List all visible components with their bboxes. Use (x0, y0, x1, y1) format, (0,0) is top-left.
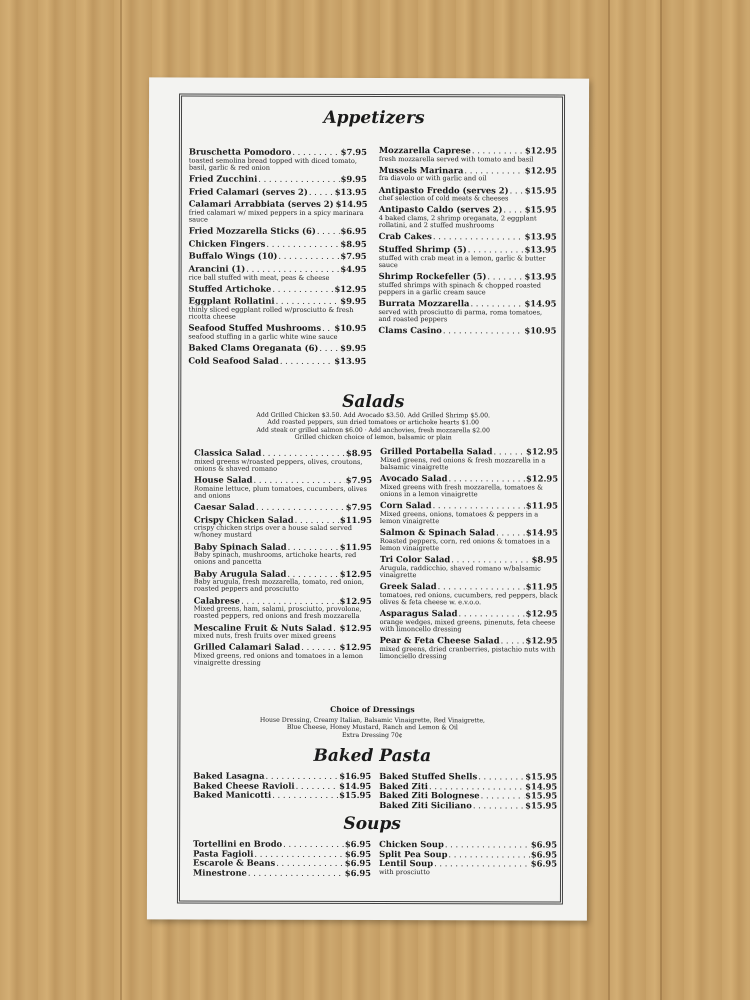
menu-item (188, 344, 366, 354)
menu-item (378, 326, 556, 336)
salads-right-column (380, 447, 559, 663)
menu-item-price: $11.95 (339, 541, 372, 552)
menu-item (194, 542, 372, 566)
baked-pasta-left-column (193, 772, 371, 801)
menu-item-name: Corn Salad (379, 500, 432, 511)
menu-item-name: Baked Ziti Bolognese (379, 790, 480, 801)
menu-item-price: $16.95 (339, 770, 372, 782)
menu-item-name: Seafood Stuffed Mushrooms (188, 322, 322, 334)
menu-item-name: Pasta Fagioli (193, 848, 254, 859)
menu-item-price: $11.95 (525, 500, 558, 511)
dressings-title: Choice of Dressings (330, 704, 415, 715)
menu-item-name: Fried Zucchini (188, 173, 258, 184)
dressings-list (187, 717, 557, 740)
menu-item-description: Mixed greens, red onions & fresh mozzarella in a balsamic vinaigrette (380, 455, 546, 472)
dressing-line: Extra Dressing 70¢ (341, 731, 403, 739)
menu-item-description: Arugula, raddicchio, shaved romano w/balsamic vinaigrette (379, 563, 541, 579)
appetizers-right-column (378, 146, 557, 339)
menu-item-price: $12.95 (524, 145, 557, 156)
menu-item-name: Baked Stuffed Shells (379, 771, 478, 782)
menu-item (189, 187, 367, 197)
soups-left-column (193, 840, 371, 879)
menu-item (189, 264, 367, 281)
menu-item-price: $11.95 (525, 581, 558, 592)
menu-item-description: stuffed with crab meat in a lemon, garlic & butter sauce (378, 253, 546, 269)
salad-note-line: Add Grilled Chicken $3.50. Add Avocado $3.50. Add Grilled Shrimp $5.00. (256, 411, 491, 420)
dot-leader (433, 233, 524, 243)
menu-item-name: Buffalo Wings (10) (188, 250, 278, 262)
menu-item-name: Baked Manicotti (193, 789, 272, 800)
menu-item (194, 596, 372, 620)
menu-item-price: $6.95 (344, 848, 372, 859)
menu-item (379, 186, 557, 203)
menu-item (379, 272, 557, 296)
menu-item-name: Stuffed Shrimp (5) (378, 244, 467, 255)
menu-item-price: $6.95 (530, 858, 558, 869)
menu-item-name: Split Pea Soup (379, 848, 448, 859)
dot-leader (481, 791, 525, 801)
menu-item-price: $13.95 (334, 355, 367, 366)
menu-item-price: $15.95 (525, 800, 558, 811)
menu-item-price: $10.95 (524, 325, 557, 336)
menu-item-name: Baked Cheese Ravioli (193, 780, 295, 791)
menu-item-price: $12.95 (525, 635, 558, 646)
menu-item (189, 227, 367, 237)
menu-item-price: $13.95 (524, 271, 557, 282)
dot-leader (510, 186, 524, 196)
menu-item-name: Mussels Marinara (378, 164, 464, 176)
menu-item-name: Tri Color Salad (379, 554, 451, 565)
menu-item-name: Mozzarella Caprese (378, 145, 471, 156)
menu-item-price: $11.95 (339, 514, 372, 525)
menu-item-price: $9.95 (340, 173, 367, 184)
dot-leader (317, 227, 340, 237)
menu-item (380, 636, 558, 660)
dot-leader (445, 840, 530, 850)
menu-item-price: $12.95 (339, 595, 372, 606)
menu-item-price: $12.95 (524, 165, 557, 176)
menu-item-description: stuffed shrimps with spinach & chopped roasted peppers in a garlic cream sauce (378, 280, 542, 297)
menu-item-name: House Salad (194, 474, 253, 485)
dot-leader (296, 781, 339, 791)
menu-item-name: Calamari Arrabbiata (serves 2) (188, 198, 334, 210)
menu-item (188, 356, 366, 366)
dot-leader (280, 357, 333, 367)
menu-item (378, 299, 556, 323)
menu-item-line (378, 326, 556, 336)
menu-item (194, 449, 372, 473)
menu-item-price: $14.95 (339, 780, 372, 791)
menu-item-price: $7.95 (345, 474, 373, 486)
salad-note-line: Add roasted peppers, sun dried tomatoes or artichoke hearts $1.00 (267, 419, 480, 427)
menu-item-price: $14.95 (524, 298, 557, 309)
menu-item (188, 297, 366, 321)
menu-item-price: $7.95 (340, 146, 367, 157)
menu-item-price: $14.95 (525, 781, 558, 792)
baked-pasta-right-column (379, 772, 557, 811)
menu-item-name: Baked Ziti Siciliano (379, 799, 472, 811)
salads-title: Salads (342, 391, 405, 413)
menu-item-name: Antipasto Caldo (serves 2) (378, 204, 503, 215)
menu-item-line (379, 801, 557, 811)
menu-item (194, 503, 372, 513)
menu-item-name: Arancini (1) (188, 263, 246, 274)
menu-item-description: Mixed greens, red onions and tomatoes in a lemon vinaigrette dressing (193, 651, 364, 667)
menu-item (379, 859, 557, 876)
menu-item-description: mixed greens w/roasted peppers, olives, croutons, onions & shaved romano (194, 457, 363, 473)
menu-item-price: $15.95 (339, 790, 372, 801)
menu-item (380, 528, 558, 552)
menu-item-price: $12.95 (525, 473, 559, 484)
menu-item-name: Baby Spinach Salad (193, 541, 287, 552)
dot-leader (272, 285, 333, 295)
dot-leader (309, 187, 334, 197)
menu-item (379, 232, 557, 242)
menu-item (380, 447, 558, 471)
menu-item (194, 515, 372, 539)
menu-item-price: $14.95 (525, 527, 558, 538)
menu-item-name: Baby Arugula Salad (193, 568, 287, 579)
menu-item-line (189, 227, 367, 237)
soups-title: Soups (343, 813, 401, 835)
menu-item-name: Mescaline Fruit & Nuts Salad (193, 622, 333, 633)
menu-item-description: 4 baked clams, 2 shrimp oreganata, 2 eggplant rollatini, and 2 stuffed mushrooms (378, 214, 537, 230)
menu-item-price: $15.95 (524, 185, 557, 196)
menu-item-name: Shrimp Rockefeller (5) (378, 271, 487, 282)
menu-item-name: Cold Seafood Salad (188, 355, 279, 366)
appetizers-title: Appetizers (323, 107, 425, 129)
menu-item-price: $12.95 (339, 568, 372, 579)
menu-item-price: $6.95 (530, 839, 558, 850)
menu-item-line (189, 284, 367, 294)
menu-item (380, 609, 558, 633)
dot-leader (276, 859, 344, 869)
menu-item-line (189, 175, 367, 185)
menu-item-description: Roasted peppers, corn, red onions & tomatoes in a lemon vinaigrette (379, 536, 551, 552)
menu-item-name: Baked Clams Oreganata (6) (188, 342, 319, 354)
menu-item (194, 476, 372, 500)
menu-item-description: seafood stuffing in a garlic white wine sauce (188, 332, 338, 341)
dot-leader (256, 503, 345, 513)
menu-item-description: rice ball stuffed with meat, peas & cheese (188, 273, 330, 282)
menu-item-name: Chicken Fingers (188, 238, 266, 249)
menu-item-price: $15.95 (525, 790, 558, 801)
menu-item (193, 791, 371, 801)
menu-page (147, 77, 589, 920)
menu-item-name: Avocado Salad (380, 473, 448, 484)
dot-leader (266, 240, 339, 250)
menu-item-description: tomatoes, red onions, cucumbers, red peppers, black olives & feta cheese w. e.v.o.o. (379, 590, 558, 607)
menu-item-name: Burrata Mozzarella (378, 298, 470, 309)
menu-item-price: $13.95 (524, 231, 557, 242)
menu-item-name: Fried Calamari (serves 2) (188, 186, 308, 197)
dot-leader (434, 859, 530, 869)
menu-item (380, 474, 558, 498)
menu-item-description: Mixed greens, ham, salami, prosciutto, provolone, roasted peppers, red onions and fresh mozzarella (193, 604, 362, 621)
menu-item-name: Classica Salad (194, 447, 262, 458)
menu-item-price: $13.95 (524, 244, 557, 255)
menu-item-name: Asparagus Salad (379, 608, 458, 619)
dressing-line: House Dressing, Creamy Italian, Balsamic Vinaigrette, Red Vinaigrette, (259, 716, 486, 725)
menu-item-price: $6.95 (344, 867, 372, 878)
menu-item-line (189, 239, 367, 249)
menu-item-price: $6.95 (340, 226, 367, 237)
dot-leader (319, 344, 339, 354)
menu-item-description: mixed greens, dried cranberries, pistachio nuts with limonciello dressing (379, 644, 556, 661)
menu-item-name: Caesar Salad (193, 501, 255, 512)
menu-item-name: Grilled Calamari Salad (193, 641, 301, 653)
menu-item-price: $8.95 (340, 238, 367, 249)
baked-pasta-title: Baked Pasta (313, 745, 432, 767)
menu-item-description: fra diavolo or with garlic and oil (378, 174, 487, 183)
menu-item-price: $12.95 (525, 608, 558, 619)
menu-item-price: $10.95 (334, 323, 367, 334)
menu-item (189, 175, 367, 185)
menu-item-name: Chicken Soup (379, 839, 444, 850)
menu-item-name: Calabrese (193, 595, 241, 606)
menu-content (187, 104, 559, 895)
menu-item-price: $7.95 (345, 501, 372, 513)
dot-leader (278, 252, 339, 262)
menu-item-price: $9.95 (340, 343, 367, 354)
menu-item-line (193, 791, 371, 801)
menu-item-description: thinly sliced eggplant rolled w/prosciutto & fresh ricotta cheese (188, 305, 354, 321)
dot-leader (248, 868, 344, 878)
menu-item (380, 582, 558, 606)
menu-item-name: Grilled Portabella Salad (380, 446, 493, 457)
menu-item-description: crispy chicken strips over a house salad served w/honey mustard (193, 523, 352, 540)
menu-item (194, 569, 372, 593)
menu-item (189, 148, 367, 172)
menu-item-description: Baby spinach, mushrooms, artichoke hearts, red onions and pancetta (193, 550, 357, 567)
menu-item (189, 200, 367, 224)
menu-item-price: $6.95 (530, 849, 558, 860)
menu-item-name: Pear & Feta Cheese Salad (379, 635, 500, 646)
dot-leader (448, 850, 529, 860)
salads-left-column (194, 449, 373, 671)
menu-item (379, 205, 557, 229)
menu-item-price: $9.95 (340, 296, 367, 307)
menu-item-description: Mixed greens with fresh mozzarella, tomatoes & onions in a lemon vinaigrette (380, 482, 543, 499)
menu-item-price: $8.95 (531, 554, 558, 565)
appetizers-left-column (188, 148, 367, 370)
menu-item-name: Eggplant Rollatini (188, 295, 275, 307)
menu-item (194, 623, 372, 640)
menu-item-name: Minestrone (193, 867, 247, 878)
dot-leader (272, 791, 338, 801)
menu-item-description: orange wedges, mixed greens, pinenuts, feta cheese with limoncello dressing (379, 617, 556, 634)
menu-item-description: Romaine lettuce, plum tomatoes, cucumbers, olives and onions (193, 484, 367, 500)
menu-item-name: Tortellini en Brodo (193, 838, 283, 849)
menu-item (379, 146, 557, 163)
menu-item (189, 284, 367, 294)
salad-note-line: Add steak or grilled salmon $6.00 · Add anchovies, fresh mozzarella $2.00 (256, 426, 490, 435)
soups-right-column (379, 840, 557, 876)
menu-item-price: $12.95 (526, 446, 559, 457)
menu-item-line (379, 232, 557, 242)
menu-item-name: Escarole & Beans (193, 857, 276, 868)
menu-item-price: $13.95 (334, 186, 367, 197)
menu-item-name: Stuffed Artichoke (188, 283, 272, 294)
menu-item-description: fresh mozzarella served with tomato and basil (378, 154, 534, 164)
menu-item-name: Crab Cakes (378, 231, 432, 242)
menu-item-price: $15.95 (524, 204, 557, 215)
menu-item-name: Antipasto Freddo (serves 2) (378, 184, 509, 195)
menu-item-name: Baked Lasagna (193, 770, 265, 781)
menu-item (379, 166, 557, 183)
menu-item-line (189, 252, 367, 262)
menu-item (380, 501, 558, 525)
menu-item (379, 245, 557, 269)
menu-item-name: Greek Salad (379, 581, 437, 592)
menu-item-price: $6.95 (344, 858, 372, 869)
menu-item (188, 324, 366, 341)
menu-item-line (188, 344, 366, 354)
dot-leader (478, 772, 524, 782)
menu-item-line (189, 187, 367, 197)
menu-item-price: $6.95 (344, 838, 372, 850)
menu-item-name: Fried Mozzarella Sticks (6) (188, 225, 316, 237)
menu-item-description: Baby arugula, fresh mozzarella, tomato, red onion, roasted peppers and prosciutto (193, 577, 364, 594)
menu-item-description: toasted semolina bread topped with diced tomato, basil, garlic & red onion (188, 156, 358, 172)
dot-leader (473, 801, 524, 811)
menu-item (194, 643, 372, 667)
menu-item-price: $14.95 (335, 199, 368, 210)
menu-item-price: $12.95 (339, 622, 372, 633)
menu-item (189, 239, 367, 249)
menu-item-name: Crispy Chicken Salad (193, 514, 294, 525)
menu-item-price: $4.95 (340, 263, 367, 274)
menu-item-description: Mixed greens, onions, tomatoes & peppers in a lemon vinaigrette (379, 509, 539, 525)
menu-item (380, 555, 558, 579)
menu-item (189, 252, 367, 262)
dot-leader (258, 175, 339, 185)
menu-item-description: mixed nuts, fresh fruits over mixed greens (193, 631, 336, 641)
menu-item-description: served with prosciutto di parma, roma tomatoes, and roasted peppers (378, 307, 543, 323)
menu-item-description: with prosciutto (379, 867, 430, 876)
menu-item-price: $7.95 (340, 251, 367, 262)
dot-leader (283, 840, 344, 850)
menu-item-line (194, 503, 372, 513)
menu-item-price: $12.95 (339, 642, 372, 653)
menu-item-price: $15.95 (525, 771, 558, 782)
menu-item-price: $12.95 (334, 283, 367, 294)
menu-item (379, 801, 557, 811)
menu-item-line (188, 356, 366, 366)
salad-note-line: Grilled chicken choice of lemon, balsamic or plain (294, 434, 452, 442)
menu-item (193, 868, 371, 878)
menu-item-line (193, 868, 371, 878)
menu-item-name: Lentil Soup (379, 858, 434, 869)
dressing-line: Blue Cheese, Honey Mustard, Ranch and Lemon & Oil (286, 724, 458, 732)
salads-addons-note (188, 412, 558, 443)
menu-item-description: fried calamari w/ mixed peppers in a spicy marinara sauce (188, 208, 364, 224)
menu-item-name: Clams Casino (378, 325, 442, 336)
dot-leader (443, 326, 524, 336)
menu-item-description: chef selection of cold meats & cheeses (378, 194, 509, 203)
menu-item-name: Bruschetta Pomodoro (188, 146, 292, 157)
menu-item-price: $8.95 (345, 447, 373, 459)
menu-item-name: Baked Ziti (379, 780, 429, 791)
menu-item-name: Salmon & Spinach Salad (379, 527, 496, 538)
